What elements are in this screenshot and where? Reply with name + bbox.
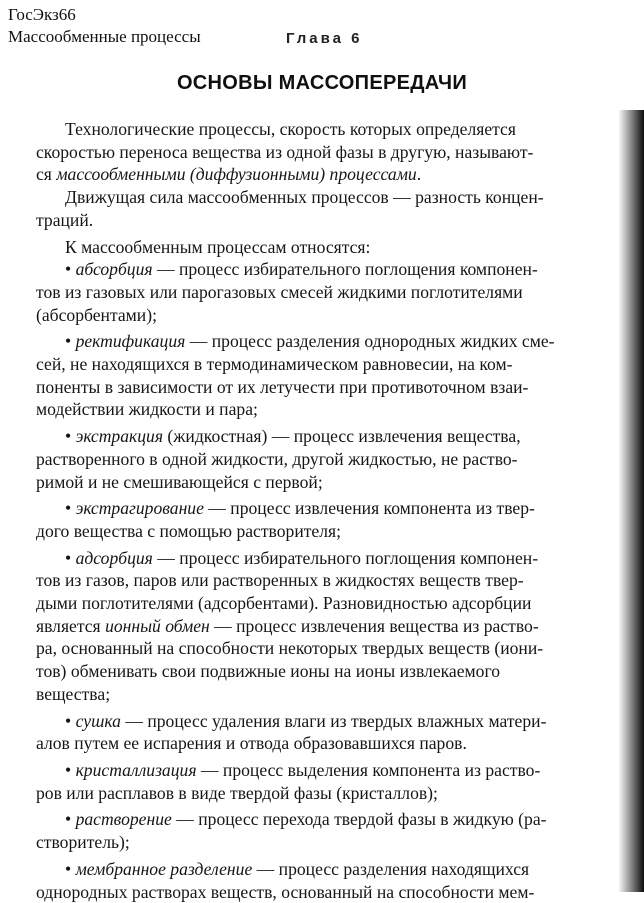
bullet-icon: • — [65, 426, 71, 446]
text-line: дыми поглотителями (адсорбентами). Разновидностью адсорбции — [36, 592, 644, 615]
bullet-icon: • — [65, 259, 71, 279]
text-line: Движущая сила массообменных процессов — разность концен- — [36, 186, 644, 209]
text-line: • сушка — процесс удаления влаги из твердых влажных матери- — [36, 710, 644, 733]
text-line: сей, не находящихся в термодинамическом равновесии, на ком- — [36, 353, 644, 376]
text-line: скоростью переноса вещества из одной фазы в другую, называют- — [36, 141, 644, 164]
list-item-absorption — [36, 258, 644, 326]
term-rectification: ректификация — [76, 331, 186, 351]
text-line: растворенного в одной жидкости, другой жидкостью, не раство- — [36, 448, 644, 471]
text-line: тов из газовых или парогазовых смесей жидкими поглотителями — [36, 281, 644, 304]
term-dissolution: растворение — [76, 809, 172, 829]
text-line: римой и не смешивающейся с первой; — [36, 471, 644, 494]
page-title: ОСНОВЫ МАССОПЕРЕДАЧИ — [0, 72, 644, 95]
list-item-membrane — [36, 858, 644, 903]
term-drying: сушка — [76, 711, 121, 731]
list-item-dissolution — [36, 808, 644, 853]
bullet-icon: • — [65, 809, 71, 829]
text-line: • ректификация — процесс разделения однородных жидких сме- — [36, 330, 644, 353]
term-leaching: экстрагирование — [76, 498, 204, 518]
text-line: ров или расплавов в виде твердой фазы (кристаллов); — [36, 782, 644, 805]
text-line: • абсорбция — процесс избирательного поглощения компонен- — [36, 258, 644, 281]
text-line: • мембранное разделение — процесс разделения находящихся — [36, 858, 644, 881]
page-body — [36, 118, 644, 903]
bullet-icon: • — [65, 548, 71, 568]
bullet-icon: • — [65, 498, 71, 518]
text-line: вещества; — [36, 683, 644, 706]
text-line: поненты в зависимости от их летучести при противоточном взаи- — [36, 376, 644, 399]
text-line: • растворение — процесс перехода твердой фазы в жидкую (ра- — [36, 808, 644, 831]
text-line: • адсорбция — процесс избирательного поглощения компонен- — [36, 547, 644, 570]
text-line: ра, основанный на способности некоторых твердых веществ (иони- — [36, 637, 644, 660]
term-absorption: абсорбция — [76, 259, 153, 279]
term-extraction: экстракция — [76, 426, 163, 446]
text-line: (абсорбентами); — [36, 304, 644, 327]
term-membrane-separation: мембранное разделение — [76, 859, 253, 879]
text-line: створитель); — [36, 831, 644, 854]
text-line: • экстракция (жидкостная) — процесс извлечения вещества, — [36, 425, 644, 448]
bullet-icon: • — [65, 331, 71, 351]
list-item-leaching — [36, 497, 644, 542]
list-item-drying — [36, 710, 644, 755]
list-item-extraction — [36, 425, 644, 493]
header-note — [8, 4, 201, 48]
text-line: дого вещества с помощью растворителя; — [36, 520, 644, 543]
term-crystallization: кристаллизация — [76, 760, 197, 780]
text-line: тов из газов, паров или растворенных в жидкостях веществ твер- — [36, 569, 644, 592]
paragraph-list-intro — [36, 236, 644, 259]
bullet-icon: • — [65, 711, 71, 731]
text-line: модействии жидкости и пара; — [36, 398, 644, 421]
list-item-adsorption — [36, 547, 644, 706]
header-line-code: ГосЭкз66 — [8, 4, 201, 26]
term-mass-transfer: массообменными (диффузионными) процессами — [56, 164, 416, 184]
paragraph-driving-force — [36, 186, 644, 231]
bullet-icon: • — [65, 760, 71, 780]
chapter-heading-fragment: Глава 6 — [286, 30, 363, 44]
text-line: алов путем ее испарения и отвода образовавшихся паров. — [36, 732, 644, 755]
text-line: К массообменным процессам относятся: — [36, 236, 644, 259]
bullet-icon: • — [65, 859, 71, 879]
text-line: тов) обменивать свои подвижные ионы на ионы извлекаемого — [36, 660, 644, 683]
list-item-rectification — [36, 330, 644, 421]
text-line: • экстрагирование — процесс извлечения компонента из твер- — [36, 497, 644, 520]
text-line: является ионный обмен — процесс извлечения вещества из раство- — [36, 615, 644, 638]
text-line: траций. — [36, 209, 644, 232]
scan-edge-shadow — [618, 110, 644, 892]
term-adsorption: адсорбция — [76, 548, 153, 568]
header-line-topic: Массообменные процессы — [8, 26, 201, 48]
list-item-crystallization — [36, 759, 644, 804]
text-line: ся массообменными (диффузионными) процессами. — [36, 163, 644, 186]
term-ion-exchange: ионный обмен — [105, 616, 210, 636]
text-line: Технологические процессы, скорость которых определяется — [36, 118, 644, 141]
text-line: однородных растворах веществ, основанный на способности мем- — [36, 881, 644, 903]
text-line: • кристаллизация — процесс выделения компонента из раство- — [36, 759, 644, 782]
paragraph-definition — [36, 118, 644, 186]
